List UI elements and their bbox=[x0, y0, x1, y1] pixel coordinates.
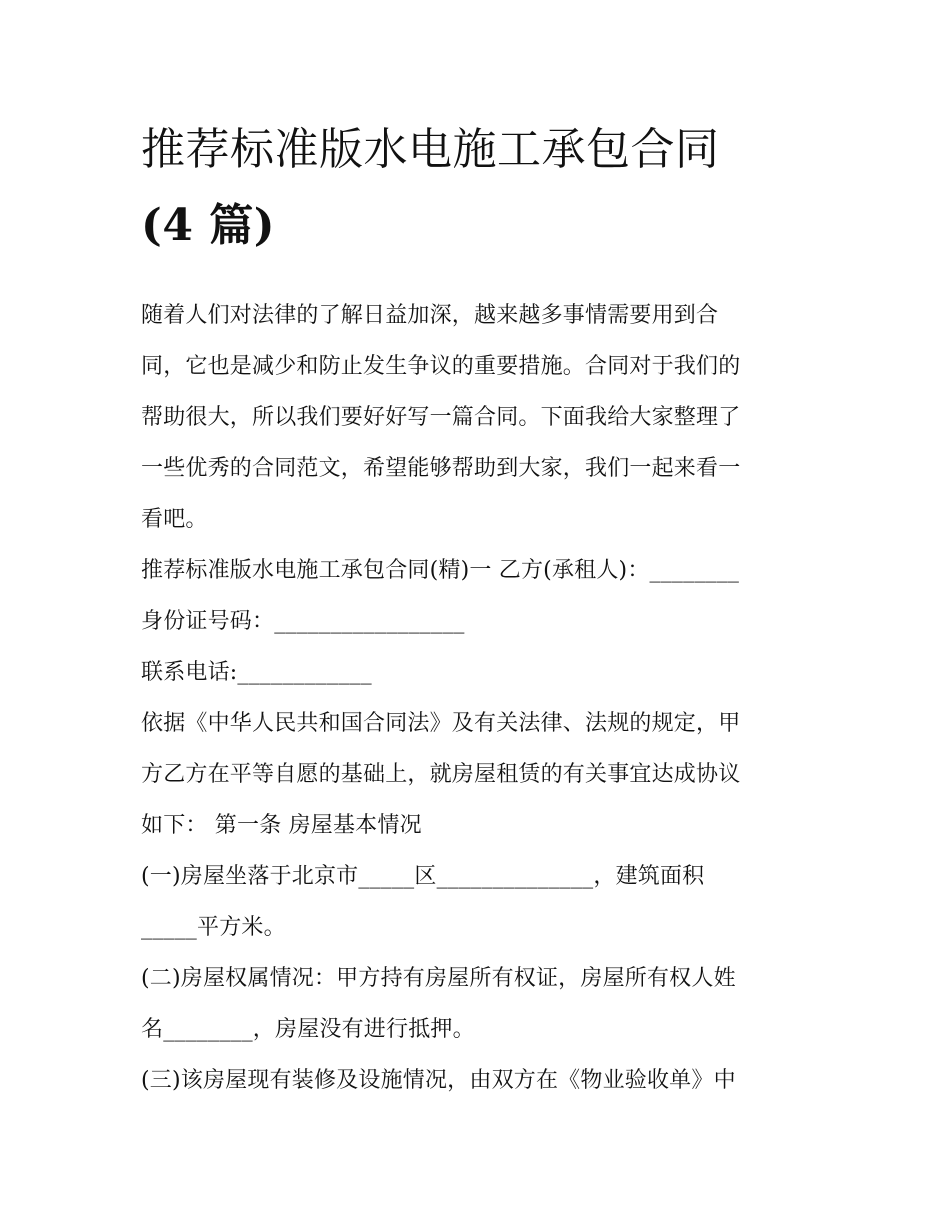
title-line-2: (4 篇) bbox=[141, 200, 276, 251]
body-line: 帮助很大，所以我们要好好写一篇合同。下面我给大家整理了 bbox=[141, 405, 741, 430]
body-line: 名________，房屋没有进行抵押。 bbox=[141, 1017, 475, 1042]
body-line: _____平方米。 bbox=[141, 915, 286, 940]
title-spacer bbox=[141, 264, 811, 290]
body-line: 联系电话:____________ bbox=[141, 660, 372, 685]
body-line: 推荐标准版水电施工承包合同(精)一 乙方(承租人)：________ bbox=[141, 558, 740, 583]
document-content bbox=[141, 112, 811, 1106]
body-line: 随着人们对法律的了解日益加深，越来越多事情需要用到合 bbox=[141, 303, 719, 328]
body-line: 方乙方在平等自愿的基础上，就房屋租赁的有关事宜达成协议 bbox=[141, 762, 741, 787]
title-line-1: 推荐标准版水电施工承包合同 bbox=[141, 124, 720, 175]
body-line: 看吧。 bbox=[141, 507, 208, 532]
body-line: 身份证号码：_________________ bbox=[141, 609, 465, 634]
body-line: 同，它也是减少和防止发生争议的重要措施。合同对于我们的 bbox=[141, 354, 741, 379]
document-title bbox=[141, 112, 811, 264]
body-line: 一些优秀的合同范文，希望能够帮助到大家，我们一起来看一 bbox=[141, 456, 741, 481]
body-line: (一)房屋坐落于北京市_____区______________，建筑面积 bbox=[141, 864, 705, 889]
body-line: (二)房屋权属情况：甲方持有房屋所有权证，房屋所有权人姓 bbox=[141, 966, 736, 991]
body-line: 依据《中华人民共和国合同法》及有关法律、法规的规定，甲 bbox=[141, 711, 741, 736]
body-line: 如下： 第一条 房屋基本情况 bbox=[141, 813, 422, 838]
document-body bbox=[141, 290, 811, 1106]
body-line: (三)该房屋现有装修及设施情况，由双方在《物业验收单》中 bbox=[141, 1068, 736, 1093]
